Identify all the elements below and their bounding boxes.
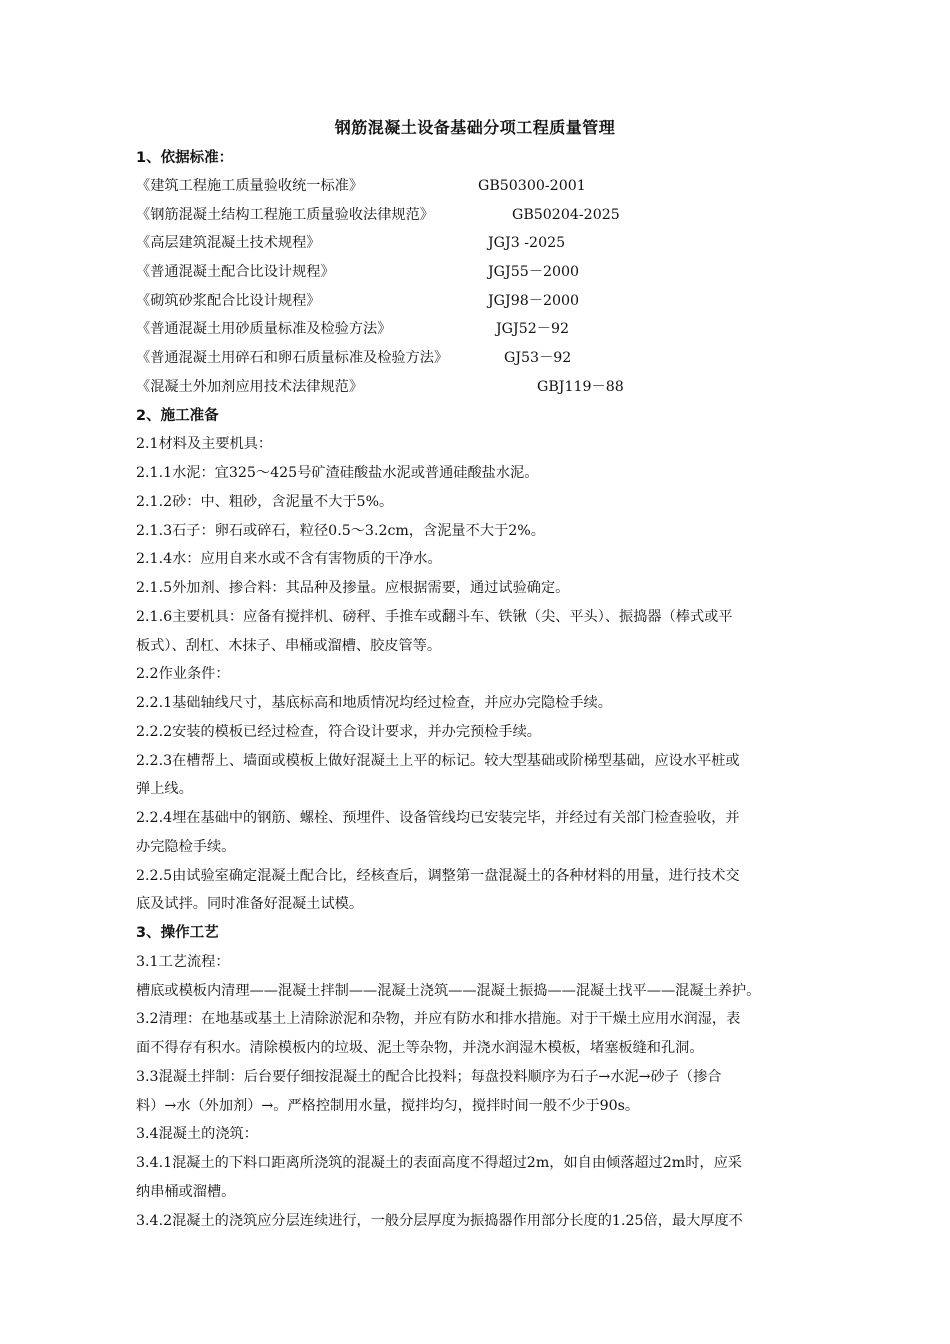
standard-code: JGJ55－2000 bbox=[488, 264, 580, 280]
standard-name: 《钢筋混凝土结构工程施工质量验收法律规范》 bbox=[136, 207, 434, 223]
section1-heading: 1、依据标准： bbox=[136, 150, 234, 166]
standard-code: GB50300-2001 bbox=[478, 178, 586, 194]
paragraph-line: 2.1.6主要机具：应备有搅拌机、磅秤、手推车或翻斗车、铁锹（尖、平头）、振捣器（棒式或平 bbox=[136, 609, 733, 625]
paragraph-line: 底及试拌。同时准备好混凝土试模。 bbox=[136, 896, 364, 912]
section2-heading: 2、施工准备 bbox=[136, 408, 219, 424]
paragraph-line: 2.2.2安装的模板已经过检查，符合设计要求，并办完预检手续。 bbox=[136, 724, 541, 740]
paragraph-line: 3.4.1混凝土的下料口距离所浇筑的混凝土的表面高度不得超过2m，如自由倾落超过2m时，应采 bbox=[136, 1155, 742, 1171]
paragraph-line: 2.1.5外加剂、掺合料：其品种及掺量。应根据需要，通过试验确定。 bbox=[136, 580, 570, 596]
paragraph-line: 料）→水（外加剂）→。严格控制用水量，搅拌均匀，搅拌时间一般不少于90s。 bbox=[136, 1098, 640, 1114]
standard-name: 《普通混凝土配合比设计规程》 bbox=[136, 264, 335, 280]
paragraph-line: 办完隐检手续。 bbox=[136, 839, 236, 855]
paragraph-line: 3.2清理：在地基或基土上清除淤泥和杂物，并应有防水和排水措施。对于干燥土应用水润湿，表 bbox=[136, 1011, 741, 1027]
standard-name: 《建筑工程施工质量验收统一标准》 bbox=[136, 178, 364, 194]
document-title: 钢筋混凝土设备基础分项工程质量管理 bbox=[334, 118, 616, 137]
standard-name: 《砌筑砂浆配合比设计规程》 bbox=[136, 293, 321, 309]
paragraph-line: 2.2作业条件： bbox=[136, 666, 230, 682]
paragraph-line: 2.2.3在槽帮上、墙面或模板上做好混凝土上平的标记。较大型基础或阶梯型基础，应设水平桩或 bbox=[136, 753, 740, 769]
paragraph-line: 槽底或模板内清理——混凝土拌制——混凝土浇筑——混凝土振捣——混凝土找平——混凝土养护。 bbox=[136, 983, 761, 999]
standard-name: 《普通混凝土用碎石和卵石质量标准及检验方法》 bbox=[136, 350, 449, 366]
standard-code: GB50204-2025 bbox=[512, 207, 620, 223]
standard-code: GJ53－92 bbox=[504, 350, 572, 366]
paragraph-line: 面不得存有积水。清除模板内的垃圾、泥土等杂物，并浇水润湿木模板，堵塞板缝和孔洞。 bbox=[136, 1040, 704, 1056]
standard-name: 《高层建筑混凝土技术规程》 bbox=[136, 235, 321, 251]
paragraph-line: 2.2.5由试验室确定混凝土配合比，经核查后，调整第一盘混凝土的各种材料的用量，进行技术交 bbox=[136, 868, 740, 884]
paragraph-line: 纳串桶或溜槽。 bbox=[136, 1184, 236, 1200]
paragraph-line: 3.4混凝土的浇筑： bbox=[136, 1126, 258, 1142]
paragraph-line: 2.2.1基础轴线尺寸，基底标高和地质情况均经过检查，并应办完隐检手续。 bbox=[136, 695, 612, 711]
paragraph-line: 2.1.3石子：卵石或碎石，粒径0.5～3.2cm，含泥量不大于2%。 bbox=[136, 523, 545, 539]
paragraph-line: 3.1工艺流程： bbox=[136, 954, 230, 970]
standard-name: 《混凝土外加剂应用技术法律规范》 bbox=[136, 379, 364, 395]
paragraph-line: 2.1.4水：应用自来水或不含有害物质的干净水。 bbox=[136, 551, 442, 567]
standard-code: JGJ3 -2025 bbox=[488, 235, 566, 251]
standard-code: GBJ119－88 bbox=[537, 379, 624, 395]
paragraph-line: 弹上线。 bbox=[136, 781, 193, 797]
paragraph-line: 2.1.1水泥：宜325～425号矿渣硅酸盐水泥或普通硅酸盐水泥。 bbox=[136, 465, 539, 481]
paragraph-line: 3.3混凝土拌制：后台要仔细按混凝土的配合比投料；每盘投料顺序为石子→水泥→砂子（掺合 bbox=[136, 1069, 722, 1085]
section3-heading: 3、操作工艺 bbox=[136, 925, 219, 941]
paragraph-line: 2.1.2砂：中、粗砂，含泥量不大于5%。 bbox=[136, 494, 394, 510]
paragraph-line: 2.2.4埋在基础中的钢筋、螺栓、预埋件、设备管线均已安装完毕，并经过有关部门检查验收，并 bbox=[136, 810, 740, 826]
standard-code: JGJ98－2000 bbox=[488, 293, 580, 309]
paragraph-line: 板式）、刮杠、木抹子、串桶或溜槽、胶皮管等。 bbox=[136, 638, 442, 654]
paragraph-line: 2.1材料及主要机具： bbox=[136, 436, 273, 452]
paragraph-line: 3.4.2混凝土的浇筑应分层连续进行，一般分层厚度为振捣器作用部分长度的1.25倍，最大厚度不 bbox=[136, 1213, 743, 1229]
standard-name: 《普通混凝土用砂质量标准及检验方法》 bbox=[136, 321, 392, 337]
standard-code: JGJ52－92 bbox=[496, 321, 570, 337]
